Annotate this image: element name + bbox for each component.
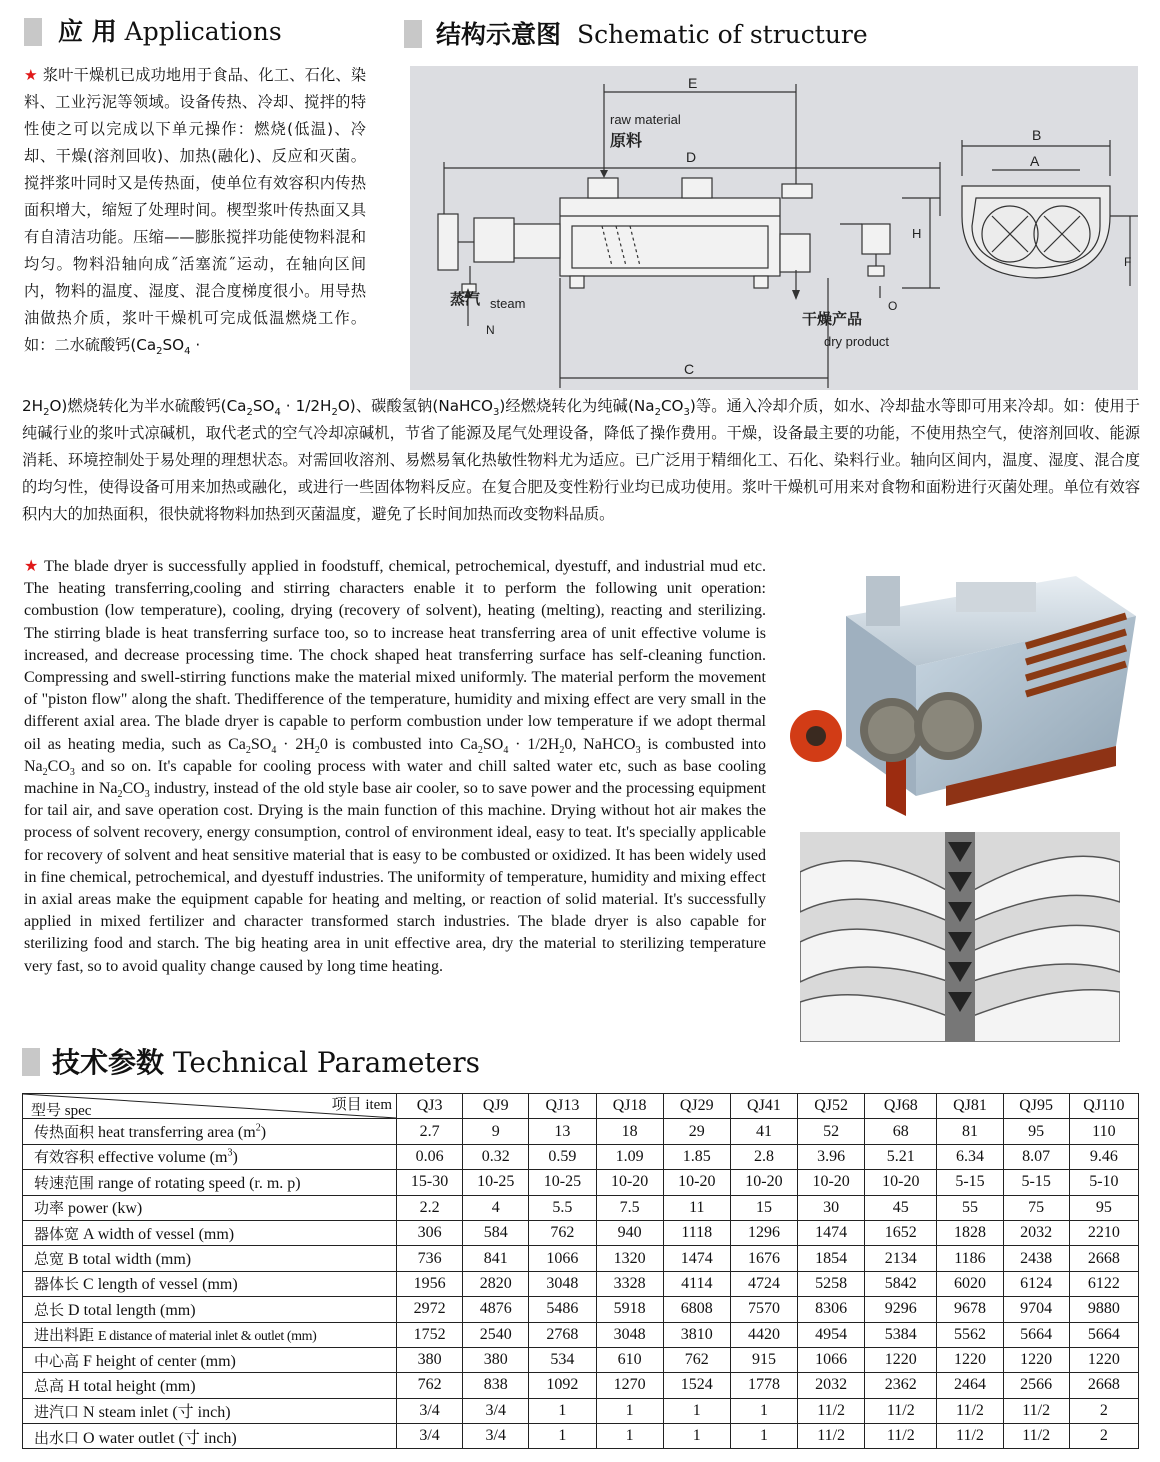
cn-text-fragment: SO xyxy=(252,397,275,415)
row-label-en: B total width (mm) xyxy=(68,1251,192,1269)
subscript: 2 xyxy=(117,789,123,801)
row-label xyxy=(23,1144,397,1169)
applications-title-en: Applications xyxy=(124,17,282,46)
row-label xyxy=(23,1424,397,1449)
param-value-cell: 1652 xyxy=(865,1220,937,1245)
param-value-cell: 5664 xyxy=(1003,1322,1069,1347)
dry-product-label-cn: 干燥产品 xyxy=(802,310,863,328)
dim-label-d: D xyxy=(686,149,697,165)
param-value-cell: 841 xyxy=(463,1246,529,1271)
param-value-cell: 4724 xyxy=(730,1271,797,1296)
param-value-cell: 1118 xyxy=(663,1220,730,1245)
table-row xyxy=(23,1297,1139,1322)
param-value-cell: 534 xyxy=(529,1347,596,1372)
header-item-label xyxy=(332,1093,392,1114)
param-value-cell: 7.5 xyxy=(596,1195,663,1220)
param-value-cell: 29 xyxy=(663,1119,730,1144)
technical-parameters-table xyxy=(22,1093,1139,1449)
subscript: 3 xyxy=(69,767,75,779)
model-header: QJ9 xyxy=(463,1094,529,1119)
applications-heading-bar xyxy=(24,18,42,46)
row-label xyxy=(23,1271,397,1296)
param-value-cell: 52 xyxy=(798,1119,865,1144)
row-label-end: ) xyxy=(260,1124,267,1142)
param-value-cell: 1474 xyxy=(663,1246,730,1271)
param-value-cell: 11/2 xyxy=(798,1424,865,1449)
param-value-cell: 2540 xyxy=(463,1322,529,1347)
param-value-cell: 2 xyxy=(1069,1424,1138,1449)
param-value-cell: 1 xyxy=(596,1424,663,1449)
param-value-cell: 68 xyxy=(865,1119,937,1144)
param-value-cell: 2210 xyxy=(1069,1220,1138,1245)
model-header: QJ41 xyxy=(730,1094,797,1119)
model-header: QJ81 xyxy=(937,1094,1003,1119)
param-value-cell: 1 xyxy=(529,1398,596,1423)
table-row xyxy=(23,1271,1139,1296)
param-value-cell: 5918 xyxy=(596,1297,663,1322)
row-label-cn: 转速范围 xyxy=(34,1173,95,1192)
param-value-cell: 762 xyxy=(397,1373,463,1398)
star-icon: ★ xyxy=(24,66,38,84)
param-value-cell: 1 xyxy=(663,1398,730,1423)
param-value-cell: 5-10 xyxy=(1069,1170,1138,1195)
param-value-cell: 5258 xyxy=(798,1271,865,1296)
param-value-cell: 41 xyxy=(730,1119,797,1144)
param-value-cell: 1 xyxy=(596,1398,663,1423)
subscript: 2 xyxy=(156,346,163,358)
param-value-cell: 915 xyxy=(730,1347,797,1372)
param-value-cell: 0.06 xyxy=(397,1144,463,1169)
dim-label-b: B xyxy=(1032,127,1042,143)
param-value-cell: 1854 xyxy=(798,1246,865,1271)
subscript: 3 xyxy=(683,407,690,419)
row-label-en: C length of vessel (mm) xyxy=(83,1276,238,1294)
param-value-cell: 2032 xyxy=(798,1373,865,1398)
param-value-cell: 18 xyxy=(596,1119,663,1144)
param-value-cell: 0.59 xyxy=(529,1144,596,1169)
param-value-cell: 2768 xyxy=(529,1322,596,1347)
row-label-cn: 器体宽 xyxy=(34,1224,80,1243)
applications-title-cn: 应 用 xyxy=(58,17,117,46)
row-label xyxy=(23,1373,397,1398)
param-value-cell: 3048 xyxy=(596,1322,663,1347)
param-value-cell: 11/2 xyxy=(1003,1398,1069,1423)
header-item-text: 项目 item xyxy=(331,1097,392,1113)
param-value-cell: 9296 xyxy=(865,1297,937,1322)
param-value-cell: 2566 xyxy=(1003,1373,1069,1398)
unit-superscript: 3 xyxy=(227,1148,233,1160)
param-value-cell: 2438 xyxy=(1003,1246,1069,1271)
param-value-cell: 6122 xyxy=(1069,1271,1138,1296)
table-row xyxy=(23,1246,1139,1271)
row-label-cn: 总长 xyxy=(34,1300,65,1319)
table-row xyxy=(23,1220,1139,1245)
param-value-cell: 1 xyxy=(730,1424,797,1449)
param-value-cell: 10-25 xyxy=(463,1170,529,1195)
param-value-cell: 1524 xyxy=(663,1373,730,1398)
param-value-cell: 2032 xyxy=(1003,1220,1069,1245)
param-value-cell: 6124 xyxy=(1003,1271,1069,1296)
cn-text-fragment: 2H xyxy=(22,397,44,415)
en-text-fragment: CO xyxy=(47,757,70,775)
row-label-cn: 出水口 xyxy=(34,1428,80,1447)
param-value-cell: 584 xyxy=(463,1220,529,1245)
en-text-fragment: 0, NaHCO xyxy=(564,735,636,753)
subscript: 2 xyxy=(246,407,253,419)
tech-title-en: Technical Parameters xyxy=(172,1046,480,1079)
applications-heading xyxy=(58,17,282,47)
schematic-title-en: Schematic of structure xyxy=(576,20,868,49)
machine-photo xyxy=(776,556,1140,820)
param-value-cell: 95 xyxy=(1003,1119,1069,1144)
subscript: 2 xyxy=(314,744,320,756)
param-value-cell: 1066 xyxy=(529,1246,596,1271)
subscript: 2 xyxy=(477,744,483,756)
raw-material-label-en: raw material xyxy=(610,112,681,127)
cn-text-fragment: SO xyxy=(162,336,185,354)
param-value-cell: 838 xyxy=(463,1373,529,1398)
row-label xyxy=(23,1347,397,1372)
param-value-cell: 11/2 xyxy=(865,1398,937,1423)
table-row xyxy=(23,1170,1139,1195)
param-value-cell: 45 xyxy=(865,1195,937,1220)
row-label-en: heat transferring area (m xyxy=(98,1124,256,1142)
param-value-cell: 11/2 xyxy=(865,1424,937,1449)
param-value-cell: 1956 xyxy=(397,1271,463,1296)
header-spec-label xyxy=(31,1099,91,1120)
param-value-cell: 5842 xyxy=(865,1271,937,1296)
row-label-cn: 有效容积 xyxy=(34,1148,95,1167)
param-value-cell: 2.2 xyxy=(397,1195,463,1220)
param-value-cell: 3810 xyxy=(663,1322,730,1347)
subscript: 2 xyxy=(654,407,661,419)
row-label-en: N steam inlet (寸 inch) xyxy=(83,1404,231,1422)
param-value-cell: 5486 xyxy=(529,1297,596,1322)
cn-text-fragment: · 1/2H xyxy=(280,397,332,415)
param-value-cell: 1220 xyxy=(1003,1347,1069,1372)
param-value-cell: 2.7 xyxy=(397,1119,463,1144)
table-row xyxy=(23,1373,1139,1398)
cn-text-fragment: O)、碳酸氢钠(NaHCO xyxy=(337,397,493,415)
param-value-cell: 1 xyxy=(529,1424,596,1449)
param-value-cell: 10-20 xyxy=(798,1170,865,1195)
row-label-cn: 进出料距 xyxy=(34,1326,95,1345)
subscript: 2 xyxy=(245,744,251,756)
unit-superscript: 2 xyxy=(255,1122,261,1134)
header-diagonal-cell xyxy=(23,1094,397,1119)
dry-product-label-en: dry product xyxy=(824,334,890,349)
row-label-cn: 中心高 xyxy=(34,1351,80,1370)
steam-label-en: steam xyxy=(490,296,526,311)
param-value-cell: 110 xyxy=(1069,1119,1138,1144)
param-value-cell: 2972 xyxy=(397,1297,463,1322)
subscript: 2 xyxy=(331,407,338,419)
dim-label-e: E xyxy=(688,75,698,91)
subscript: 2 xyxy=(42,767,48,779)
param-value-cell: 5384 xyxy=(865,1322,937,1347)
param-value-cell: 1186 xyxy=(937,1246,1003,1271)
model-header: QJ110 xyxy=(1069,1094,1138,1119)
subscript: 4 xyxy=(503,744,509,756)
param-value-cell: 1320 xyxy=(596,1246,663,1271)
param-value-cell: 9880 xyxy=(1069,1297,1138,1322)
param-value-cell: 2668 xyxy=(1069,1246,1138,1271)
param-value-cell: 3048 xyxy=(529,1271,596,1296)
row-label-cn: 总宽 xyxy=(34,1250,65,1269)
param-value-cell: 3/4 xyxy=(397,1424,463,1449)
param-value-cell: 610 xyxy=(596,1347,663,1372)
param-value-cell: 81 xyxy=(937,1119,1003,1144)
param-value-cell: 15 xyxy=(730,1195,797,1220)
param-value-cell: 380 xyxy=(463,1347,529,1372)
row-label-en: A width of vessel (mm) xyxy=(83,1225,235,1243)
param-value-cell: 11 xyxy=(663,1195,730,1220)
model-header: QJ3 xyxy=(397,1094,463,1119)
param-value-cell: 1828 xyxy=(937,1220,1003,1245)
row-label-en: E distance of material inlet & outlet (mm) xyxy=(98,1329,317,1345)
dim-label-a: A xyxy=(1030,153,1040,169)
param-value-cell: 1 xyxy=(663,1424,730,1449)
param-value-cell: 5.21 xyxy=(865,1144,937,1169)
param-value-cell: 10-20 xyxy=(596,1170,663,1195)
model-header: QJ18 xyxy=(596,1094,663,1119)
row-label-cn: 功率 xyxy=(34,1199,65,1218)
param-value-cell: 13 xyxy=(529,1119,596,1144)
param-value-cell: 3/4 xyxy=(463,1424,529,1449)
param-value-cell: 4 xyxy=(463,1195,529,1220)
subscript: 4 xyxy=(184,346,191,358)
param-value-cell: 2464 xyxy=(937,1373,1003,1398)
en-text-fragment: · 2H xyxy=(276,735,315,753)
row-label xyxy=(23,1220,397,1245)
param-value-cell: 2668 xyxy=(1069,1373,1138,1398)
row-label-en: D total length (mm) xyxy=(68,1301,196,1319)
row-label-en: effective volume (m xyxy=(98,1149,228,1167)
schematic-diagram xyxy=(410,66,1138,390)
param-value-cell: 736 xyxy=(397,1246,463,1271)
applications-cn-paragraph-bottom xyxy=(22,393,1140,528)
param-value-cell: 1220 xyxy=(865,1347,937,1372)
param-value-cell: 4954 xyxy=(798,1322,865,1347)
param-value-cell: 10-20 xyxy=(730,1170,797,1195)
subscript: 4 xyxy=(274,407,281,419)
table-row xyxy=(23,1398,1139,1423)
param-value-cell: 2820 xyxy=(463,1271,529,1296)
steam-inlet-label-n: N xyxy=(486,323,495,337)
en-text-fragment: · 1/2H xyxy=(508,735,560,753)
cn-text-fragment: O)燃烧转化为半水硫酸钙(Ca xyxy=(49,397,247,415)
param-value-cell: 55 xyxy=(937,1195,1003,1220)
param-value-cell: 0.32 xyxy=(463,1144,529,1169)
steam-label-cn: 蒸汽 xyxy=(450,290,481,308)
param-value-cell: 30 xyxy=(798,1195,865,1220)
row-label xyxy=(23,1297,397,1322)
param-value-cell: 1066 xyxy=(798,1347,865,1372)
en-text-fragment: CO xyxy=(122,780,145,798)
table-header-row xyxy=(23,1094,1139,1119)
row-label xyxy=(23,1246,397,1271)
param-value-cell: 9 xyxy=(463,1119,529,1144)
row-label-end: ) xyxy=(232,1149,238,1167)
param-value-cell: 1.09 xyxy=(596,1144,663,1169)
row-label-cn: 进汽口 xyxy=(34,1403,80,1422)
param-value-cell: 762 xyxy=(529,1220,596,1245)
param-value-cell: 1752 xyxy=(397,1322,463,1347)
param-value-cell: 5.5 xyxy=(529,1195,596,1220)
en-text-fragment: and so on. It's capable for cooling process with water and chill salted water etc, such as base cooling machine in Na xyxy=(24,757,766,798)
table-row xyxy=(23,1119,1139,1144)
model-header: QJ29 xyxy=(663,1094,730,1119)
param-value-cell: 7570 xyxy=(730,1297,797,1322)
tech-title-cn: 技术参数 xyxy=(52,1046,165,1079)
subscript: 3 xyxy=(635,744,641,756)
row-label xyxy=(23,1119,397,1144)
param-value-cell: 2.8 xyxy=(730,1144,797,1169)
row-label-en: O water outlet (寸 inch) xyxy=(83,1429,237,1447)
subscript: 3 xyxy=(493,407,500,419)
schematic-heading xyxy=(436,20,868,50)
param-value-cell: 8306 xyxy=(798,1297,865,1322)
param-value-cell: 3.96 xyxy=(798,1144,865,1169)
param-value-cell: 762 xyxy=(663,1347,730,1372)
param-value-cell: 5-15 xyxy=(937,1170,1003,1195)
blade-shaft-photo xyxy=(800,832,1120,1042)
param-value-cell: 95 xyxy=(1069,1195,1138,1220)
row-label-en: range of rotating speed (r. m. p) xyxy=(98,1174,301,1192)
en-text-fragment: industry, instead of the old style base air cooler, so to save power and the processing equipment for tail air, and save operation cost. Drying is the main function of this machine. Drying without hot air makes the process of solvent recovery, energy consumption, control of environment ideal, easy to teat. It's specially applicable for recovery of solvent and heat sensitive material that is easy to be combusted or oxidized. It has been widely used in fine chemical, petrochemical, and dyestuff industries. The uniformity of temperature, humidity and mixing effect in axial areas make the equipment capable for heating and melting, or reaction of solid material. It's successfully applied in mixed fertilizer and character transformed starch industries. The blade dryer is also capable for sterilizing food and starch. The big heating area in unit effective area, dry the material to sterilizing temperature very fast, so to avoid quality change caused by long time heating. xyxy=(24,780,767,975)
row-label xyxy=(23,1322,397,1347)
en-text-fragment: 0 is combusted into Ca xyxy=(319,735,478,753)
cn-text-fragment: · xyxy=(190,336,201,354)
en-text-fragment: The blade dryer is successfully applied in foodstuff, chemical, petrochemical, dyestuff, and industrial mud etc. The heating transferring,cooling and stirring characters enable it to perform the following unit operation: combustion (low temperature), cooling, drying (recovery of solvent), heating (melting), reacting and sterilizing. The stirring blade is heat transferring surface too, so to increase heat transferring area of unit effective volume is increased, and decrease processing time. The chock shaped heat transferring surface has self-cleaning function. Compressing and swell-stirring functions make the material mixed uniformly. The material perform the movement of "piston flow" along the shaft. Thedifference of the temperature, humidity and mixing effect are very small in the different axial area. The blade dryer is capable to perform combustion under low temperature if we adopt thermal oil as heating media, such as Ca xyxy=(24,558,766,753)
param-value-cell: 10-20 xyxy=(663,1170,730,1195)
param-value-cell: 9704 xyxy=(1003,1297,1069,1322)
header-spec-text: 型号 spec xyxy=(31,1103,92,1119)
subscript: 2 xyxy=(559,744,565,756)
param-value-cell: 6020 xyxy=(937,1271,1003,1296)
cn-text-part-1: 浆叶干燥机已成功地用于食品、化工、石化、染料、工业污泥等领域。设备传热、冷却、搅拌的特性使之可以完成以下单元操作：燃烧(低温)、冷却、干燥(溶剂回收)、加热(融化)、反应和灭菌。搅拌浆叶同时又是传热面，使单位有效容积内传热面积增大，缩短了处理时间。楔型浆叶传热面又具有自清洁功能。压缩——膨胀搅拌功能使物料混和均匀。物料沿轴向成˝活塞流˝运动，在轴向区间内，物料的温度、湿度、混合度梯度很小。用导热油做热介质，浆叶干燥机可完成低温燃烧工作。如：二水硫酸钙(Ca xyxy=(24,66,367,354)
en-text-fragment: is combusted into Na xyxy=(24,735,766,775)
param-value-cell: 380 xyxy=(397,1347,463,1372)
param-value-cell: 1220 xyxy=(1069,1347,1138,1372)
en-text-fragment: SO xyxy=(250,735,272,753)
subscript: 4 xyxy=(271,744,277,756)
water-outlet-label-o: O xyxy=(888,299,898,313)
param-value-cell: 11/2 xyxy=(937,1424,1003,1449)
param-value-cell: 3/4 xyxy=(463,1398,529,1423)
param-value-cell: 2362 xyxy=(865,1373,937,1398)
model-header: QJ52 xyxy=(798,1094,865,1119)
tech-heading xyxy=(52,1046,480,1080)
param-value-cell: 1092 xyxy=(529,1373,596,1398)
table-body xyxy=(23,1119,1139,1449)
param-value-cell: 4114 xyxy=(663,1271,730,1296)
param-value-cell: 9678 xyxy=(937,1297,1003,1322)
cn-text-fragment: CO xyxy=(660,397,684,415)
param-value-cell: 4876 xyxy=(463,1297,529,1322)
param-value-cell: 6808 xyxy=(663,1297,730,1322)
model-header: QJ13 xyxy=(529,1094,596,1119)
row-label-en: F height of center (mm) xyxy=(83,1352,236,1370)
param-value-cell: 75 xyxy=(1003,1195,1069,1220)
dim-label-c: C xyxy=(684,361,695,377)
param-value-cell: 3/4 xyxy=(397,1398,463,1423)
param-value-cell: 306 xyxy=(397,1220,463,1245)
en-text-fragment: SO xyxy=(482,735,504,753)
model-header: QJ68 xyxy=(865,1094,937,1119)
dim-label-f: F xyxy=(1124,255,1132,269)
param-value-cell: 2 xyxy=(1069,1398,1138,1423)
param-value-cell: 11/2 xyxy=(798,1398,865,1423)
param-value-cell: 1270 xyxy=(596,1373,663,1398)
param-value-cell: 3328 xyxy=(596,1271,663,1296)
row-label-cn: 传热面积 xyxy=(34,1123,95,1142)
param-value-cell: 1 xyxy=(730,1398,797,1423)
raw-material-label-cn: 原料 xyxy=(610,131,643,150)
param-value-cell: 1296 xyxy=(730,1220,797,1245)
table-row xyxy=(23,1347,1139,1372)
param-value-cell: 1676 xyxy=(730,1246,797,1271)
table-row xyxy=(23,1144,1139,1169)
param-value-cell: 10-20 xyxy=(865,1170,937,1195)
param-value-cell: 1778 xyxy=(730,1373,797,1398)
param-value-cell: 1474 xyxy=(798,1220,865,1245)
row-label xyxy=(23,1398,397,1423)
row-label xyxy=(23,1170,397,1195)
param-value-cell: 9.46 xyxy=(1069,1144,1138,1169)
subscript: 3 xyxy=(144,789,150,801)
applications-cn-paragraph-top xyxy=(24,62,366,359)
table-row xyxy=(23,1322,1139,1347)
tech-heading-bar xyxy=(22,1048,40,1076)
param-value-cell: 15-30 xyxy=(397,1170,463,1195)
param-value-cell: 940 xyxy=(596,1220,663,1245)
table-row xyxy=(23,1195,1139,1220)
param-value-cell: 1220 xyxy=(937,1347,1003,1372)
param-value-cell: 5-15 xyxy=(1003,1170,1069,1195)
model-header: QJ95 xyxy=(1003,1094,1069,1119)
param-value-cell: 8.07 xyxy=(1003,1144,1069,1169)
param-value-cell: 5664 xyxy=(1069,1322,1138,1347)
star-icon: ★ xyxy=(24,556,40,575)
applications-en-paragraph xyxy=(24,555,766,978)
param-value-cell: 6.34 xyxy=(937,1144,1003,1169)
dim-label-h: H xyxy=(912,226,922,241)
param-value-cell: 4420 xyxy=(730,1322,797,1347)
row-label-en: H total height (mm) xyxy=(68,1377,196,1395)
param-value-cell: 2134 xyxy=(865,1246,937,1271)
subscript: 2 xyxy=(43,407,50,419)
param-value-cell: 11/2 xyxy=(937,1398,1003,1423)
param-value-cell: 10-25 xyxy=(529,1170,596,1195)
row-label xyxy=(23,1195,397,1220)
param-value-cell: 5562 xyxy=(937,1322,1003,1347)
param-value-cell: 11/2 xyxy=(1003,1424,1069,1449)
row-label-cn: 器体长 xyxy=(34,1275,80,1294)
schematic-heading-bar xyxy=(404,20,422,48)
schematic-title-cn: 结构示意图 xyxy=(436,20,562,49)
table-row xyxy=(23,1424,1139,1449)
row-label-en: power (kw) xyxy=(68,1200,143,1218)
param-value-cell: 1.85 xyxy=(663,1144,730,1169)
row-label-cn: 总高 xyxy=(34,1376,65,1395)
cn-text-fragment: )经燃烧转化为纯碱(Na xyxy=(499,397,655,415)
cn-text-fragment: )等。通入冷却介质，如水、冷却盐水等即可用来冷却。如：使用于纯碱行业的浆叶式凉碱机，取代老式的空气冷却凉碱机，节省了能源及尾气处理设备，降低了操作费用。干燥，设备最主要的功能，不使用热空气，使溶剂回收、能源消耗、环境控制处于易处理的理想状态。对需回收溶剂、易燃易氧化热敏性物料尤为适应。已广泛用于精细化工、石化、染料行业。轴向区间内，温度、湿度、混合度的均匀性，使得设备可用来加热或融化，或进行一些固体物料反应。在复合肥及变性粉行业均已成功使用。浆叶干燥机可用来对食物和面粉进行灭菌处理。单位有效容积内大的加热面积，很快就将物料加热到灭菌温度，避免了长时间加热而改变物料品质。 xyxy=(22,397,1140,523)
